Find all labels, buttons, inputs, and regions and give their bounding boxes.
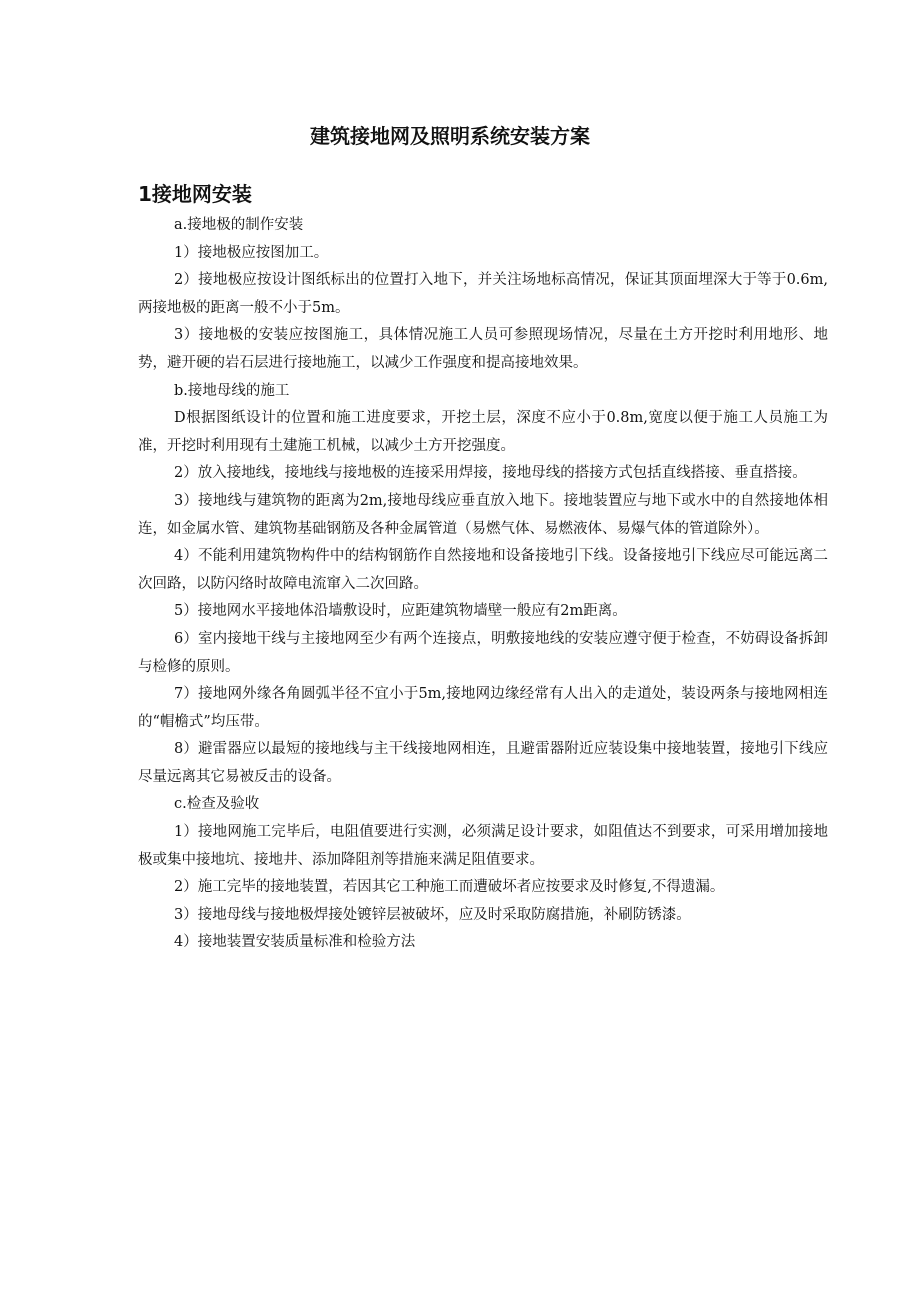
paragraph: D根据图纸设计的位置和施工进度要求，开挖土层，深度不应小于0.8m,宽度以便于施工人员施工为准，开挖时利用现有土建施工机械，以减少土方开挖强度。 [138, 410, 828, 454]
paragraph: a.接地极的制作安装 [174, 217, 304, 233]
paragraph: c.检查及验收 [174, 796, 260, 813]
paragraph: 5）接地网水平接地体沿墙敷设时，应距建筑物墙壁一般应有2m距离。 [174, 603, 627, 620]
paragraph: 3）接地母线与接地极焊接处镀锌层被破坏，应及时采取防腐措施，补刷防锈漆。 [174, 906, 691, 923]
paragraph: 4）接地装置安装质量标准和检验方法 [174, 934, 416, 951]
section-heading: 1接地网安装 [138, 182, 252, 206]
paragraph: 2）接地极应按设计图纸标出的位置打入地下，并关注场地标高情况，保证其顶面埋深大于等于0.6m,两接地极的距离一般不小于5m。 [138, 272, 828, 316]
paragraph: 2）施工完毕的接地装置，若因其它工种施工而遭破坏者应按要求及时修复,不得遗漏。 [174, 879, 725, 896]
paragraph: 3）接地线与建筑物的距离为2m,接地母线应垂直放入地下。接地装置应与地下或水中的自然接地体相连，如金属水管、建筑物基础钢筋及各种金属管道（易燃气体、易燃液体、易爆气体的管道除外）。 [138, 492, 828, 537]
document-title: 建筑接地网及照明系统安装方案 [310, 124, 590, 148]
paragraph: 6）室内接地干线与主接地网至少有两个连接点，明敷接地线的安装应遵守便于检查，不妨碍设备拆卸与检修的原则。 [138, 630, 828, 675]
body-text [138, 212, 828, 957]
paragraph: b.接地母线的施工 [174, 382, 290, 399]
paragraph: 7）接地网外缘各角圆弧半径不宜小于5m,接地网边缘经常有人出入的走道处，装设两条与接地网相连的“帽檐式”均压带。 [138, 686, 828, 730]
paragraph: 3）接地极的安装应按图施工，具体情况施工人员可参照现场情况，尽量在土方开挖时利用地形、地势，避开硬的岩石层进行接地施工，以减少工作强度和提高接地效果。 [138, 327, 828, 371]
paragraph: 1）接地极应按图加工。 [174, 244, 329, 261]
paragraph: 4）不能利用建筑物构件中的结构钢筋作自然接地和设备接地引下线。设备接地引下线应尽可能远离二次回路，以防闪络时故障电流窜入二次回路。 [138, 548, 828, 592]
paragraph: 2）放入接地线，接地线与接地极的连接采用焊接，接地母线的搭接方式包括直线搭接、垂直搭接。 [174, 465, 807, 482]
paragraph: 1）接地网施工完毕后，电阻值要进行实测，必须满足设计要求，如阻值达不到要求，可采用增加接地极或集中接地坑、接地井、添加降阻剂等措施来满足阻值要求。 [138, 824, 828, 868]
paragraph: 8）避雷器应以最短的接地线与主干线接地网相连，且避雷器附近应装设集中接地装置，接地引下线应尽量远离其它易被反击的设备。 [138, 741, 828, 785]
